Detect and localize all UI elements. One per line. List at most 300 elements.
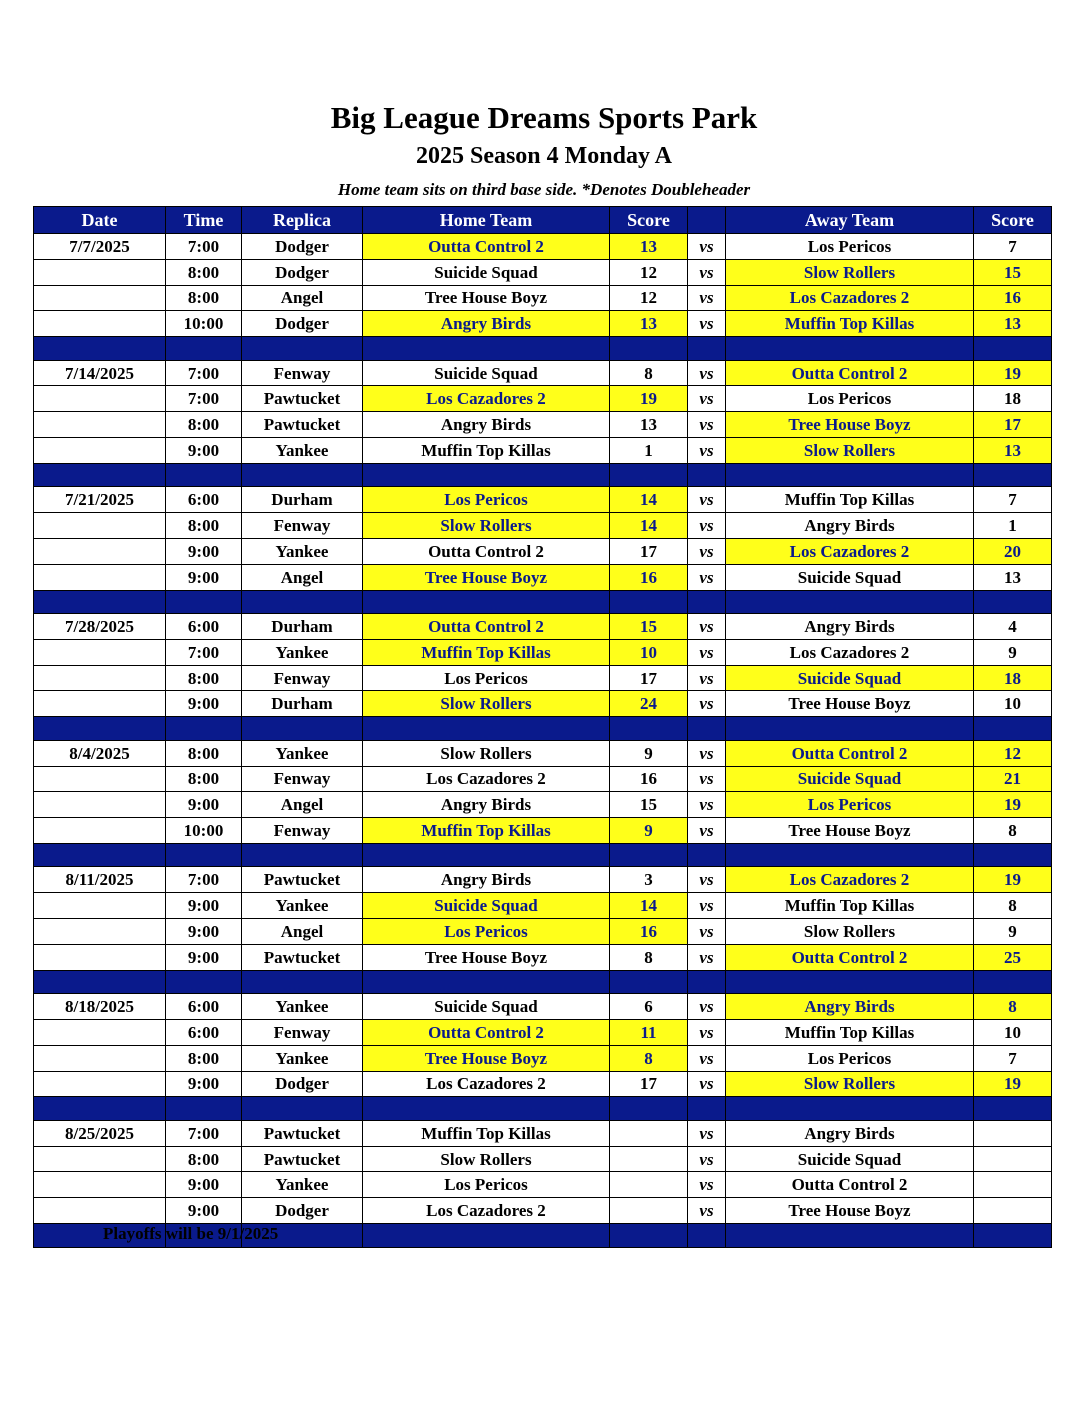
game-row [34,1198,1052,1224]
separator-cell [166,717,242,741]
vs-cell: vs [688,538,726,564]
separator-cell [726,1224,974,1248]
date-cell [34,691,166,717]
date-cell: 7/7/2025 [34,234,166,260]
vs-cell: vs [688,614,726,640]
away-score-cell: 9 [974,639,1052,665]
home-score-cell: 11 [610,1019,688,1045]
away-team-cell: Slow Rollers [726,1071,974,1097]
game-row [34,614,1052,640]
separator-cell [610,970,688,994]
home-team-cell: Tree House Boyz [363,1045,610,1071]
replica-cell: Dodger [242,1198,363,1224]
home-score-cell: 14 [610,513,688,539]
game-row [34,360,1052,386]
home-team-cell: Slow Rollers [363,513,610,539]
away-score-cell: 21 [974,766,1052,792]
replica-cell: Pawtucket [242,1120,363,1146]
away-team-cell: Los Cazadores 2 [726,639,974,665]
replica-cell: Angel [242,564,363,590]
away-team-cell: Slow Rollers [726,259,974,285]
separator-cell [610,463,688,487]
game-row [34,944,1052,970]
home-team-cell: Tree House Boyz [363,564,610,590]
separator-cell [726,843,974,867]
home-score-cell: 13 [610,412,688,438]
home-score-cell: 19 [610,386,688,412]
separator-cell [726,1097,974,1121]
game-row [34,919,1052,945]
away-score-cell: 18 [974,386,1052,412]
replica-cell: Yankee [242,893,363,919]
separator-cell [974,970,1052,994]
away-score-cell [974,1120,1052,1146]
vs-cell: vs [688,311,726,337]
vs-cell: vs [688,867,726,893]
away-team-cell: Suicide Squad [726,665,974,691]
home-team-cell: Suicide Squad [363,259,610,285]
date-cell [34,412,166,438]
vs-cell: vs [688,1172,726,1198]
away-score-cell: 19 [974,360,1052,386]
game-row [34,740,1052,766]
vs-cell: vs [688,740,726,766]
away-score-cell: 10 [974,1019,1052,1045]
vs-cell: vs [688,639,726,665]
home-team-cell: Outta Control 2 [363,614,610,640]
away-team-cell: Tree House Boyz [726,818,974,844]
time-cell: 9:00 [166,944,242,970]
game-row [34,818,1052,844]
schedule-table [33,206,1052,1248]
time-cell: 10:00 [166,311,242,337]
separator-cell [363,463,610,487]
home-team-cell: Angry Birds [363,867,610,893]
home-score-cell: 17 [610,538,688,564]
date-cell [34,1146,166,1172]
week-separator [34,717,1052,741]
date-cell: 7/14/2025 [34,360,166,386]
col-home-team: Home Team [363,207,610,234]
vs-cell: vs [688,1019,726,1045]
away-team-cell: Angry Birds [726,513,974,539]
home-score-cell: 13 [610,311,688,337]
game-row [34,386,1052,412]
vs-cell: vs [688,438,726,464]
vs-cell: vs [688,919,726,945]
away-score-cell: 15 [974,259,1052,285]
date-cell [34,1172,166,1198]
separator-cell [34,463,166,487]
separator-cell [688,1224,726,1248]
schedule-body [34,234,1052,1248]
time-cell: 8:00 [166,513,242,539]
separator-cell [363,337,610,361]
separator-cell [166,590,242,614]
vs-cell: vs [688,766,726,792]
away-team-cell: Outta Control 2 [726,1172,974,1198]
replica-cell: Fenway [242,818,363,844]
home-score-cell: 8 [610,944,688,970]
separator-cell [688,717,726,741]
replica-cell: Yankee [242,639,363,665]
separator-cell [974,717,1052,741]
vs-cell: vs [688,691,726,717]
replica-cell: Pawtucket [242,944,363,970]
away-team-cell: Los Pericos [726,792,974,818]
away-team-cell: Angry Birds [726,994,974,1020]
separator-cell [610,843,688,867]
game-row [34,1019,1052,1045]
home-score-cell: 14 [610,893,688,919]
home-score-cell: 9 [610,740,688,766]
home-team-cell: Los Cazadores 2 [363,1071,610,1097]
date-cell [34,386,166,412]
time-cell: 7:00 [166,234,242,260]
away-score-cell: 19 [974,792,1052,818]
game-row [34,665,1052,691]
separator-cell [166,1097,242,1121]
away-team-cell: Los Pericos [726,1045,974,1071]
replica-cell: Fenway [242,1019,363,1045]
separator-cell [363,590,610,614]
game-row [34,1146,1052,1172]
away-score-cell: 8 [974,818,1052,844]
away-team-cell: Los Cazadores 2 [726,538,974,564]
vs-cell: vs [688,386,726,412]
date-cell [34,1019,166,1045]
home-team-cell: Muffin Top Killas [363,639,610,665]
home-score-cell: 13 [610,234,688,260]
col-date: Date [34,207,166,234]
separator-cell [610,717,688,741]
separator-cell [726,970,974,994]
away-team-cell: Angry Birds [726,614,974,640]
away-team-cell: Suicide Squad [726,564,974,590]
date-cell [34,944,166,970]
separator-cell [688,843,726,867]
separator-cell [688,463,726,487]
away-score-cell: 7 [974,487,1052,513]
vs-cell: vs [688,893,726,919]
game-row [34,792,1052,818]
away-team-cell: Angry Birds [726,1120,974,1146]
separator-cell [363,1224,610,1248]
home-team-cell: Outta Control 2 [363,1019,610,1045]
away-team-cell: Outta Control 2 [726,360,974,386]
replica-cell: Dodger [242,1071,363,1097]
separator-cell [242,1097,363,1121]
date-cell [34,1198,166,1224]
date-cell [34,1045,166,1071]
home-score-cell: 8 [610,1045,688,1071]
vs-cell: vs [688,1198,726,1224]
home-team-cell: Muffin Top Killas [363,1120,610,1146]
date-cell: 8/4/2025 [34,740,166,766]
away-team-cell: Muffin Top Killas [726,893,974,919]
vs-cell: vs [688,818,726,844]
date-cell [34,639,166,665]
time-cell: 9:00 [166,1172,242,1198]
time-cell: 9:00 [166,893,242,919]
home-score-cell: 16 [610,564,688,590]
away-score-cell: 18 [974,665,1052,691]
col-away-team: Away Team [726,207,974,234]
col-vs [688,207,726,234]
page-title: Big League Dreams Sports Park [330,100,758,135]
away-team-cell: Los Pericos [726,234,974,260]
time-cell: 7:00 [166,360,242,386]
home-score-cell: 12 [610,259,688,285]
separator-cell [166,970,242,994]
game-row [34,564,1052,590]
separator-cell [726,590,974,614]
away-score-cell: 8 [974,893,1052,919]
separator-cell [726,717,974,741]
separator-cell [242,970,363,994]
time-cell: 6:00 [166,1019,242,1045]
time-cell: 7:00 [166,386,242,412]
game-row [34,1172,1052,1198]
away-score-cell [974,1198,1052,1224]
home-score-cell: 10 [610,639,688,665]
home-team-cell: Angry Birds [363,792,610,818]
playoffs-note: Playoffs will be 9/1/2025 [103,1224,279,1243]
date-cell [34,792,166,818]
separator-cell [363,970,610,994]
home-team-cell: Los Cazadores 2 [363,1198,610,1224]
time-cell: 8:00 [166,412,242,438]
away-team-cell: Tree House Boyz [726,691,974,717]
game-row [34,766,1052,792]
separator-cell [34,970,166,994]
vs-cell: vs [688,1146,726,1172]
separator-cell [242,590,363,614]
separator-cell [242,337,363,361]
separator-cell [34,337,166,361]
separator-cell [610,1097,688,1121]
home-score-cell [610,1146,688,1172]
separator-cell [688,1097,726,1121]
separator-cell [688,337,726,361]
home-team-cell: Los Cazadores 2 [363,766,610,792]
away-team-cell: Suicide Squad [726,766,974,792]
away-score-cell [974,1146,1052,1172]
replica-cell: Yankee [242,1172,363,1198]
separator-cell [242,463,363,487]
vs-cell: vs [688,1045,726,1071]
vs-cell: vs [688,564,726,590]
replica-cell: Yankee [242,1045,363,1071]
separator-cell [242,717,363,741]
separator-cell [363,717,610,741]
time-cell: 7:00 [166,639,242,665]
replica-cell: Fenway [242,360,363,386]
time-cell: 9:00 [166,919,242,945]
separator-cell [363,843,610,867]
replica-cell: Dodger [242,311,363,337]
home-score-cell: 16 [610,919,688,945]
home-team-cell: Angry Birds [363,311,610,337]
date-cell [34,311,166,337]
date-cell [34,259,166,285]
away-team-cell: Tree House Boyz [726,1198,974,1224]
time-cell: 8:00 [166,740,242,766]
away-score-cell: 13 [974,311,1052,337]
game-row [34,639,1052,665]
page-subtitle: 2025 Season 4 Monday A [415,143,673,169]
home-team-cell: Suicide Squad [363,893,610,919]
home-score-cell: 17 [610,665,688,691]
home-score-cell: 12 [610,285,688,311]
away-team-cell: Suicide Squad [726,1146,974,1172]
away-team-cell: Muffin Top Killas [726,487,974,513]
away-score-cell: 20 [974,538,1052,564]
schedule-note: Home team sits on third base side. *Denotes Doubleheader [337,180,751,199]
replica-cell: Yankee [242,538,363,564]
away-score-cell: 19 [974,867,1052,893]
home-team-cell: Los Pericos [363,487,610,513]
away-score-cell: 1 [974,513,1052,539]
game-row [34,311,1052,337]
away-team-cell: Muffin Top Killas [726,311,974,337]
away-score-cell: 4 [974,614,1052,640]
home-score-cell: 24 [610,691,688,717]
time-cell: 8:00 [166,1045,242,1071]
week-separator [34,970,1052,994]
separator-cell [34,1097,166,1121]
away-team-cell: Outta Control 2 [726,944,974,970]
home-score-cell: 17 [610,1071,688,1097]
date-cell: 7/21/2025 [34,487,166,513]
date-cell [34,766,166,792]
home-team-cell: Outta Control 2 [363,234,610,260]
replica-cell: Durham [242,614,363,640]
away-team-cell: Muffin Top Killas [726,1019,974,1045]
date-cell: 8/11/2025 [34,867,166,893]
date-cell: 7/28/2025 [34,614,166,640]
separator-cell [688,590,726,614]
replica-cell: Pawtucket [242,412,363,438]
home-score-cell: 9 [610,818,688,844]
home-score-cell [610,1120,688,1146]
separator-cell [34,843,166,867]
away-score-cell: 13 [974,564,1052,590]
home-team-cell: Slow Rollers [363,691,610,717]
away-score-cell: 8 [974,994,1052,1020]
week-separator [34,590,1052,614]
col-replica: Replica [242,207,363,234]
game-row [34,513,1052,539]
vs-cell: vs [688,285,726,311]
vs-cell: vs [688,234,726,260]
home-team-cell: Suicide Squad [363,994,610,1020]
home-team-cell: Suicide Squad [363,360,610,386]
replica-cell: Yankee [242,438,363,464]
home-score-cell: 1 [610,438,688,464]
time-cell: 8:00 [166,285,242,311]
home-team-cell: Tree House Boyz [363,285,610,311]
vs-cell: vs [688,513,726,539]
date-cell [34,919,166,945]
game-row [34,259,1052,285]
separator-cell [363,1097,610,1121]
away-score-cell: 13 [974,438,1052,464]
home-team-cell: Los Cazadores 2 [363,386,610,412]
game-row [34,691,1052,717]
separator-cell [688,970,726,994]
time-cell: 8:00 [166,259,242,285]
separator-cell [242,843,363,867]
separator-cell [974,463,1052,487]
week-separator [34,463,1052,487]
vs-cell: vs [688,360,726,386]
separator-cell [34,717,166,741]
time-cell: 8:00 [166,665,242,691]
vs-cell: vs [688,1071,726,1097]
replica-cell: Angel [242,285,363,311]
time-cell: 7:00 [166,1120,242,1146]
game-row [34,994,1052,1020]
home-team-cell: Muffin Top Killas [363,818,610,844]
vs-cell: vs [688,487,726,513]
away-team-cell: Slow Rollers [726,919,974,945]
away-score-cell: 10 [974,691,1052,717]
game-row [34,412,1052,438]
game-row [34,1045,1052,1071]
date-cell [34,285,166,311]
game-row [34,538,1052,564]
home-score-cell: 15 [610,792,688,818]
game-row [34,438,1052,464]
home-score-cell [610,1172,688,1198]
time-cell: 9:00 [166,1198,242,1224]
time-cell: 7:00 [166,867,242,893]
replica-cell: Dodger [242,234,363,260]
home-score-cell: 6 [610,994,688,1020]
vs-cell: vs [688,1120,726,1146]
game-row [34,234,1052,260]
separator-cell [166,843,242,867]
replica-cell: Pawtucket [242,867,363,893]
home-team-cell: Slow Rollers [363,740,610,766]
vs-cell: vs [688,944,726,970]
away-score-cell: 7 [974,234,1052,260]
vs-cell: vs [688,792,726,818]
away-team-cell: Los Pericos [726,386,974,412]
separator-cell [974,1224,1052,1248]
replica-cell: Dodger [242,259,363,285]
replica-cell: Angel [242,919,363,945]
time-cell: 6:00 [166,487,242,513]
home-score-cell: 14 [610,487,688,513]
away-score-cell: 9 [974,919,1052,945]
date-cell: 8/18/2025 [34,994,166,1020]
home-team-cell: Tree House Boyz [363,944,610,970]
replica-cell: Fenway [242,766,363,792]
away-score-cell: 25 [974,944,1052,970]
date-cell [34,665,166,691]
week-separator [34,337,1052,361]
replica-cell: Fenway [242,513,363,539]
time-cell: 6:00 [166,994,242,1020]
vs-cell: vs [688,665,726,691]
separator-cell [610,337,688,361]
separator-cell [166,463,242,487]
home-team-cell: Los Pericos [363,919,610,945]
away-score-cell: 19 [974,1071,1052,1097]
date-cell [34,818,166,844]
